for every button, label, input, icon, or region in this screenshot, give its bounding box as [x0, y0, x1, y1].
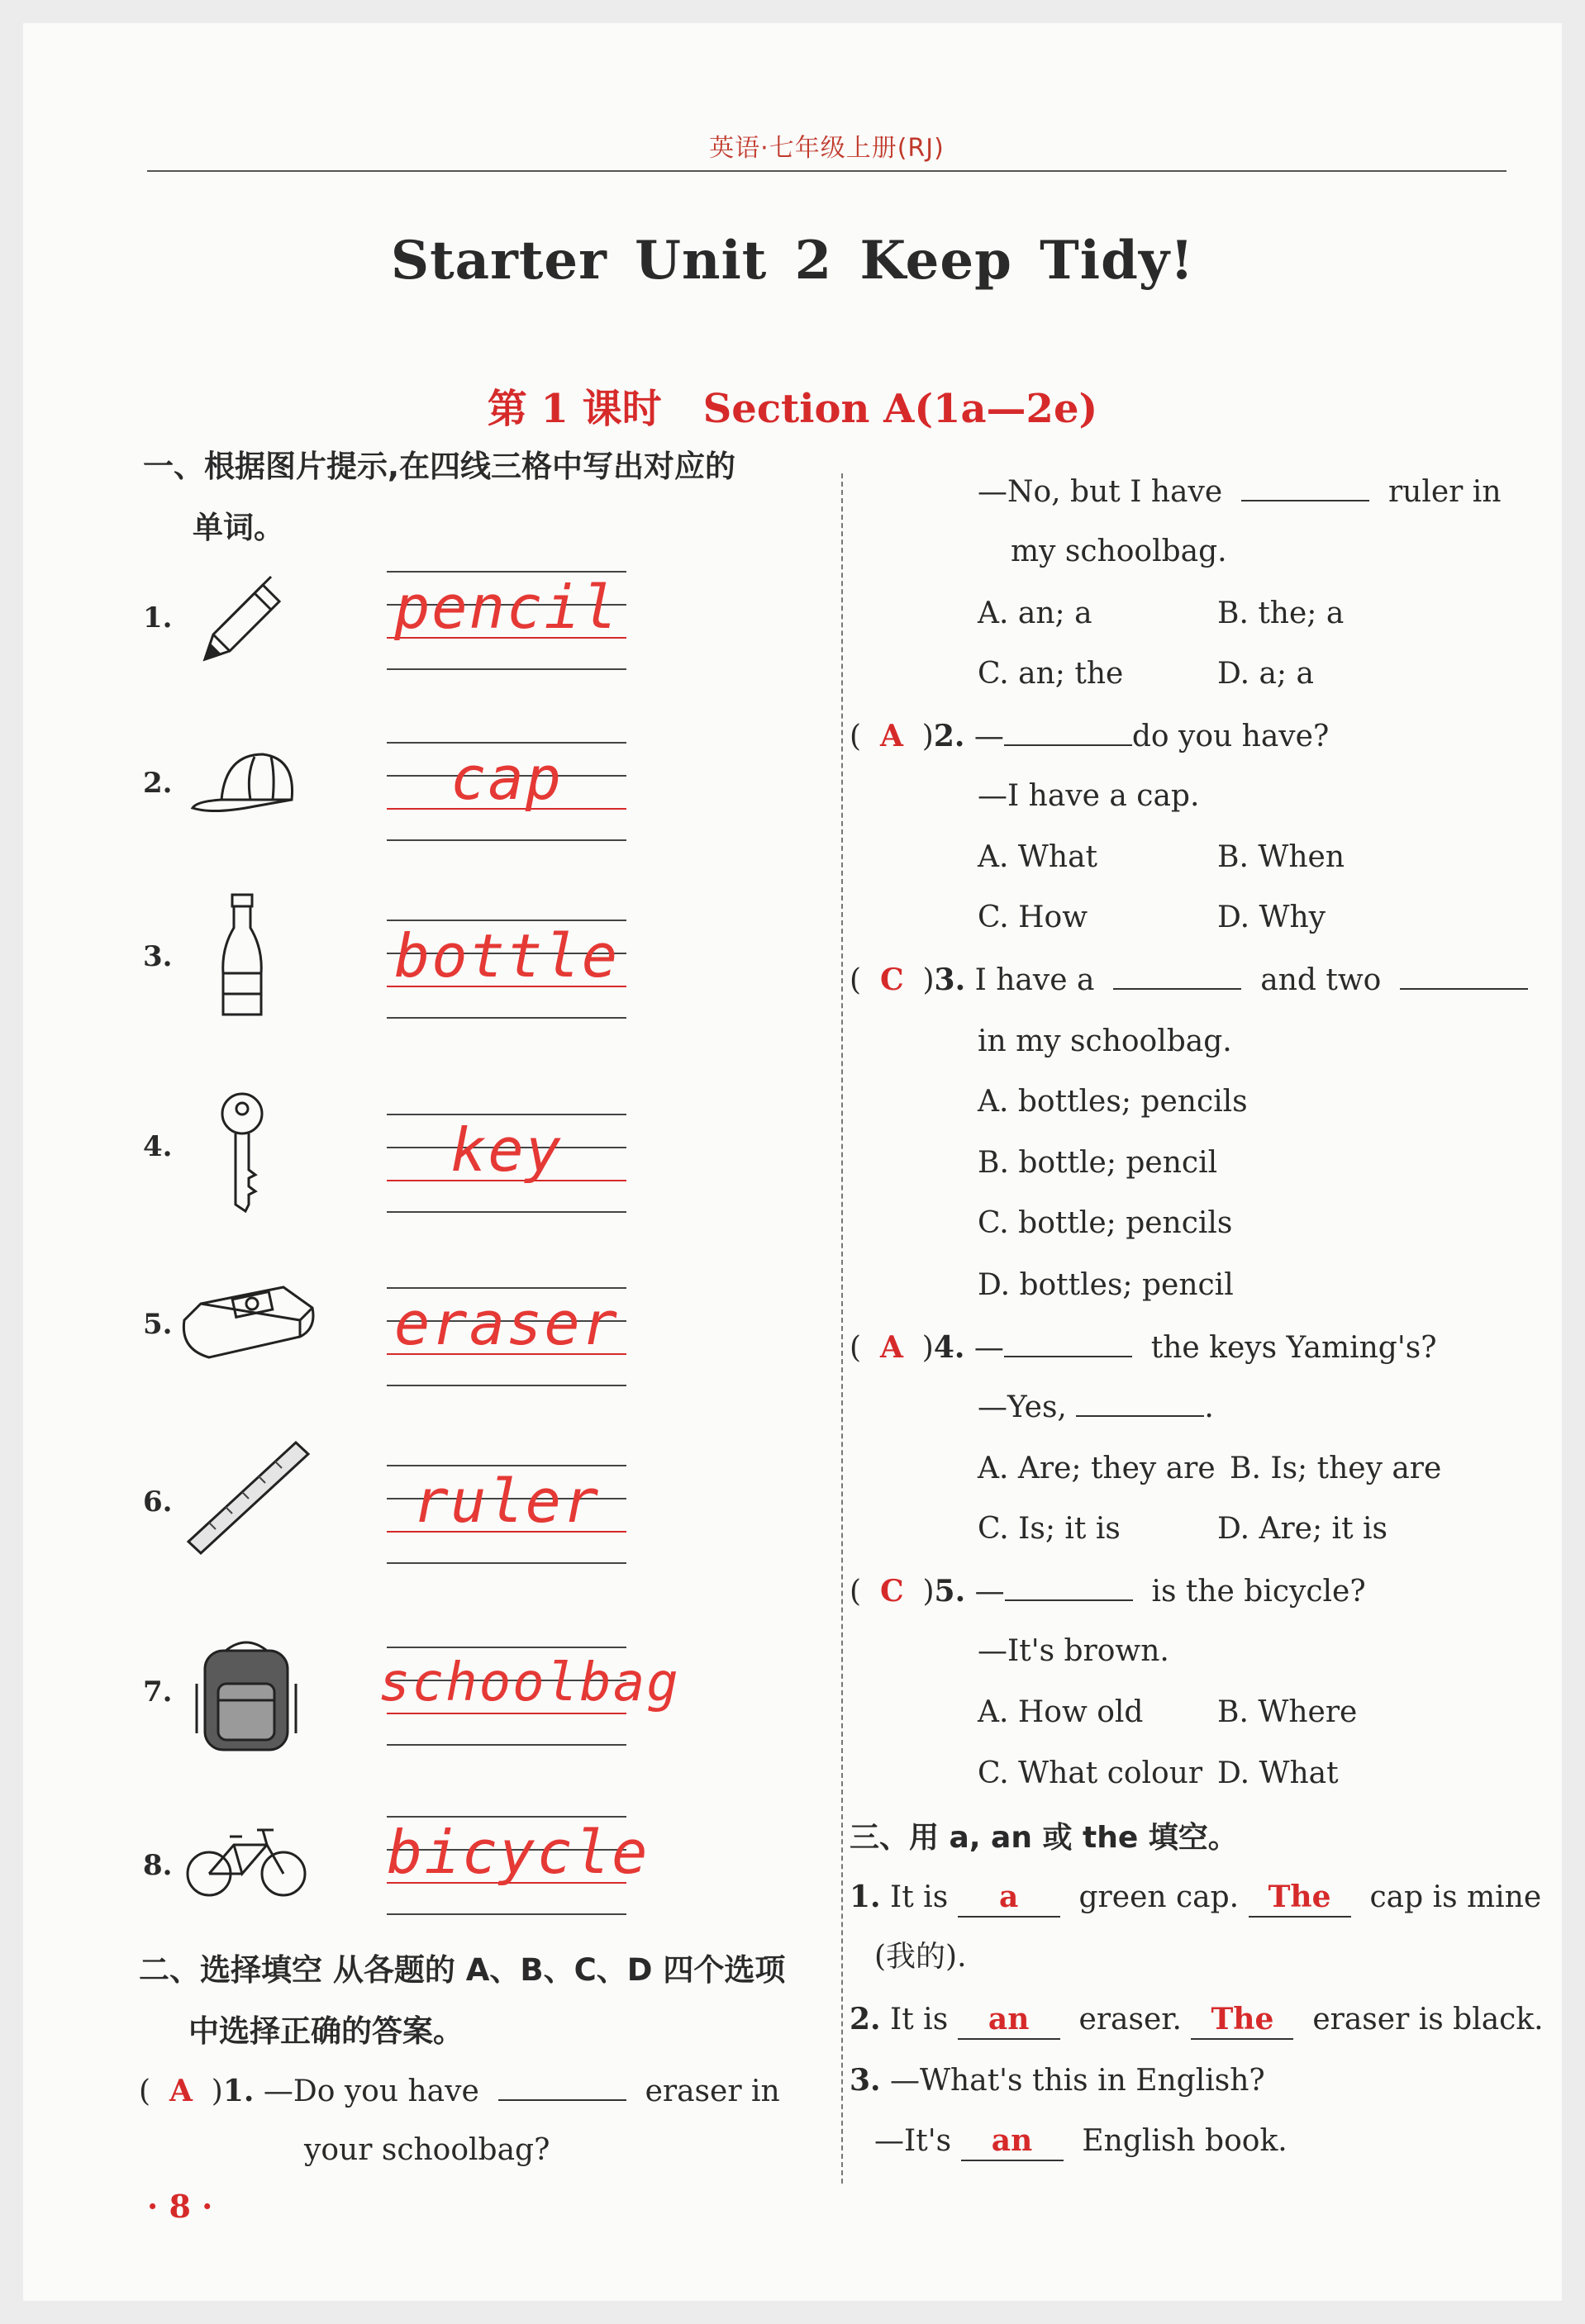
- word-num-6: 6.: [143, 1485, 173, 1518]
- q2-option-b: B. When: [1217, 840, 1345, 874]
- running-header: [147, 116, 1506, 172]
- question-4-reply: —Yes, .: [978, 1390, 1214, 1424]
- word-answer-4: key: [450, 1115, 564, 1185]
- question-1: ( A )1. —Do you have eraser in: [139, 2074, 780, 2108]
- writing-lines-8: [387, 1816, 650, 1913]
- question-5: ( C )5. — is the bicycle?: [850, 1574, 1366, 1609]
- q1-option-b: B. the; a: [1217, 596, 1345, 630]
- question-1-cont: your schoolbag?: [304, 2133, 550, 2167]
- question-1-reply-cont: my schoolbag.: [1011, 535, 1227, 568]
- word-num-5: 5.: [143, 1308, 173, 1341]
- fill-2: 2. It is an eraser. The eraser is black.: [850, 2000, 1544, 2040]
- question-3: ( C )3. I have a and two: [850, 961, 1528, 1000]
- ruler-icon: [176, 1436, 317, 1563]
- q3-option-b: B. bottle; pencil: [978, 1146, 1218, 1180]
- answer-3: C: [879, 962, 904, 997]
- fill-3-answer-1: an: [961, 2122, 1064, 2161]
- question-3-cont: in my schoolbag.: [978, 1024, 1232, 1058]
- word-num-3: 3.: [143, 940, 173, 973]
- fill-1-answer-1: a: [958, 1878, 1060, 1918]
- question-5-reply: —It's brown.: [978, 1634, 1169, 1668]
- word-num-1: 1.: [143, 601, 173, 634]
- q2-option-a: A. What: [978, 840, 1098, 874]
- word-num-8: 8.: [143, 1849, 173, 1882]
- word-answer-5: eraser: [393, 1289, 620, 1358]
- word-answer-8: bicycle: [387, 1818, 650, 1887]
- answer-5: C: [879, 1574, 904, 1609]
- q1-option-d: D. a; a: [1217, 657, 1314, 691]
- q3-option-c: C. bottle; pencils: [978, 1206, 1233, 1240]
- schoolbag-icon: [188, 1634, 304, 1761]
- q4-option-c: C. Is; it is: [978, 1512, 1121, 1546]
- section-2-instructions: [139, 1940, 785, 2062]
- question-4: ( A )4. — the keys Yaming's?: [850, 1330, 1437, 1365]
- answer-4: A: [879, 1330, 903, 1365]
- question-2: ( A )2. — do you have?: [850, 719, 1330, 753]
- section-3-instructions: 三、用 a, an 或 the 填空。: [850, 1821, 1238, 1855]
- section-2-line-1: 二、选择填空 从各题的 A、B、C、D 四个选项: [139, 1952, 786, 1988]
- q3-option-d: D. bottles; pencil: [978, 1268, 1234, 1302]
- section-1-instructions: [143, 436, 735, 558]
- writing-lines-7: [378, 1647, 680, 1744]
- word-answer-6: ruler: [412, 1466, 601, 1536]
- q2-option-c: C. How: [978, 901, 1088, 934]
- word-answer-1: pencil: [393, 573, 620, 642]
- key-icon: [209, 1089, 275, 1216]
- q5-option-d: D. What: [1217, 1756, 1339, 1790]
- q4-option-d: D. Are; it is: [1217, 1512, 1387, 1546]
- word-answer-2: cap: [450, 744, 564, 813]
- word-num-4: 4.: [143, 1130, 173, 1163]
- workbook-page: [23, 23, 1562, 2301]
- answer-1: A: [169, 2074, 193, 2108]
- section-1-line-2: 单词。: [193, 510, 284, 545]
- word-num-7: 7.: [143, 1675, 173, 1709]
- section-1-line-1: 一、根据图片提示,在四线三格中写出对应的: [143, 449, 736, 484]
- q1-option-c: C. an; the: [978, 657, 1124, 691]
- writing-lines-5: [387, 1287, 626, 1385]
- fill-3: 3. —What's this in English?: [850, 2063, 1265, 2098]
- writing-lines-1: [387, 571, 626, 668]
- fill-2-answer-2: The: [1191, 2000, 1293, 2040]
- word-num-2: 2.: [143, 767, 173, 800]
- pencil-icon: [188, 568, 296, 671]
- q2-option-d: D. Why: [1217, 901, 1326, 934]
- cap-icon: [180, 742, 304, 828]
- q5-option-b: B. Where: [1217, 1695, 1358, 1729]
- answer-2: A: [879, 719, 903, 753]
- fill-1-answer-2: The: [1249, 1878, 1351, 1918]
- page-number: · 8 ·: [147, 2188, 213, 2225]
- unit-title: Starter Unit 2 Keep Tidy!: [390, 230, 1195, 292]
- writing-lines-2: [387, 742, 626, 839]
- word-answer-3: bottle: [393, 921, 620, 991]
- q4-option-b: B. Is; they are: [1230, 1452, 1442, 1485]
- q1-option-a: A. an; a: [978, 596, 1092, 630]
- bicycle-icon: [184, 1812, 308, 1906]
- header-text: 英语·七年级上册(RJ): [709, 134, 945, 163]
- lesson-period: 第 1 课时: [487, 386, 662, 432]
- q5-option-a: A. How old: [978, 1695, 1144, 1729]
- writing-lines-4: [387, 1114, 626, 1211]
- q3-option-a: A. bottles; pencils: [978, 1085, 1248, 1119]
- fill-1-cont: (我的).: [874, 1940, 967, 1974]
- writing-lines-6: [387, 1465, 626, 1562]
- q4-option-a: A. Are; they are: [978, 1452, 1216, 1485]
- fill-3-reply: —It's an English book.: [874, 2122, 1288, 2161]
- lesson-section: Section A(1a—2e): [702, 386, 1098, 432]
- q5-option-c: C. What colour: [978, 1756, 1203, 1790]
- bottle-icon: [205, 891, 279, 1026]
- eraser-icon: [176, 1271, 325, 1373]
- writing-lines-3: [387, 920, 626, 1017]
- lesson-title: [23, 377, 1562, 434]
- fill-2-answer-1: an: [958, 2000, 1060, 2040]
- question-1-reply: —No, but I have ruler in: [978, 475, 1502, 509]
- word-answer-7: schoolbag: [378, 1652, 680, 1713]
- fill-1: 1. It is a green cap. The cap is mine: [850, 1878, 1541, 1918]
- section-2-line-2: 中选择正确的答案。: [188, 2013, 464, 2049]
- column-divider: [841, 473, 843, 2184]
- question-2-reply: —I have a cap.: [978, 779, 1200, 813]
